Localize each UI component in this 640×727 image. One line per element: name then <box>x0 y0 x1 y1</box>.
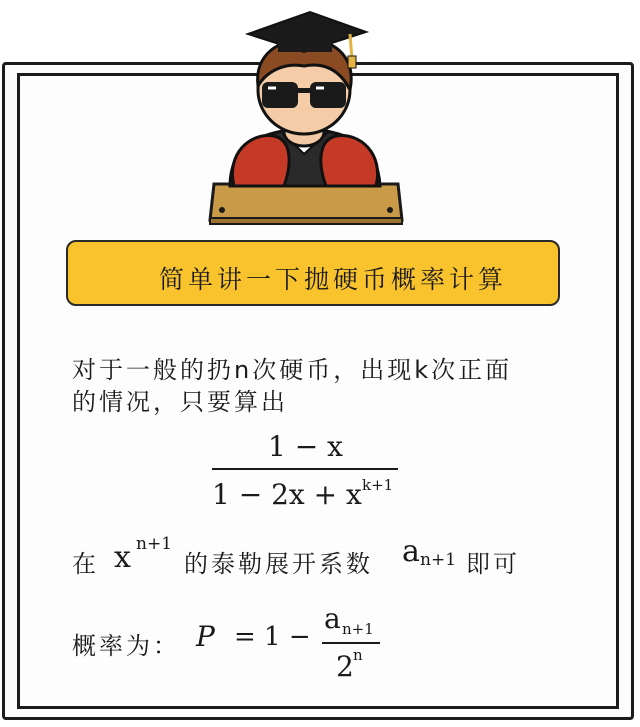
probability-denominator: 2 <box>336 650 354 683</box>
formula-denominator: 1 − 2x + x <box>212 478 362 511</box>
expansion-coefficient-subscript: n+1 <box>420 550 457 570</box>
glasses-left <box>262 82 298 108</box>
intro-line-1: 对于一般的扔n次硬币，出现k次正面 <box>72 356 513 384</box>
expansion-coefficient: a <box>402 534 420 569</box>
expansion-prefix: 在 <box>72 550 99 578</box>
probability-equals: = 1 − <box>234 622 311 652</box>
intro-line-2: 的情况，只要算出 <box>72 388 288 416</box>
probability-numerator: a <box>324 602 341 635</box>
expansion-suffix: 即可 <box>466 550 520 578</box>
expansion-variable: x <box>114 540 131 575</box>
formula-denominator-exponent: k+1 <box>362 476 394 494</box>
probability-denominator-exponent: n <box>353 646 363 664</box>
left-sleeve <box>232 136 289 186</box>
right-sleeve <box>321 136 378 186</box>
banner-title: 简单讲一下抛硬币概率计算 <box>158 265 507 294</box>
fraction-bar <box>212 468 398 470</box>
probability-numerator-subscript: n+1 <box>342 620 374 638</box>
desk <box>210 184 402 220</box>
probability-fraction-bar <box>322 642 380 644</box>
glasses-right <box>310 82 346 108</box>
professor-mascot-illustration <box>200 4 430 230</box>
probability-label: 概率为： <box>72 632 180 660</box>
formula-numerator: 1 − x <box>268 430 343 463</box>
title-banner <box>66 240 560 306</box>
expansion-variable-exponent: n+1 <box>136 534 173 554</box>
expansion-middle: 的泰勒展开系数 <box>184 550 373 578</box>
probability-symbol: P <box>196 620 215 653</box>
